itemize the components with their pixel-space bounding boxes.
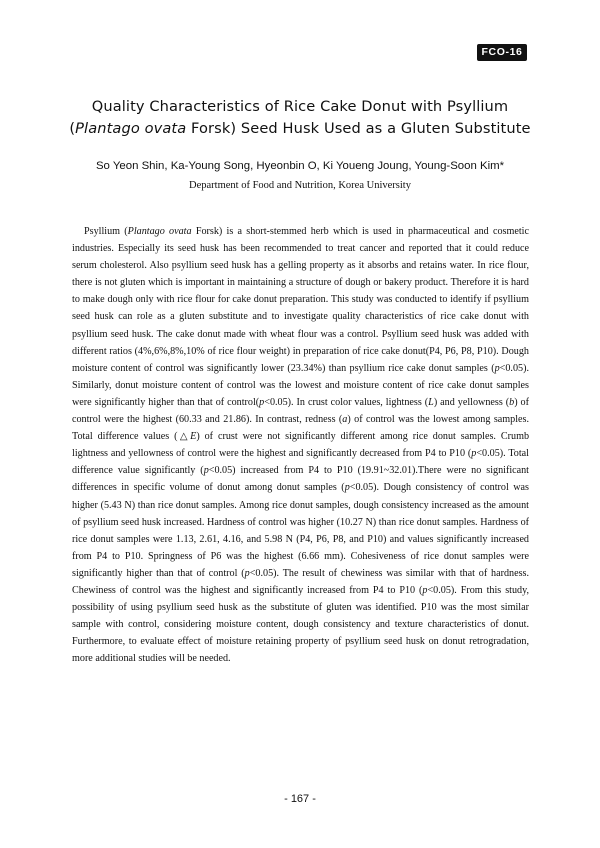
p-value-symbol: p <box>494 362 500 374</box>
p-value-symbol: p <box>344 482 350 494</box>
abstract-text: <0.05). Total difference value significantly ( <box>72 448 529 477</box>
paper-title <box>40 96 560 140</box>
abstract-text: <0.05). Similarly, donut moisture content of control was the lowest and moisture content of rice cake donut samples were significantly higher than that of control( <box>72 362 529 408</box>
title-species-name: Plantago ovata <box>75 120 187 137</box>
abstract-text: <0.05). The result of chewiness was similar with that of hardness. Chewiness of control was the highest and significantly increased from P4 to P10 ( <box>72 567 529 596</box>
title-line-1: Quality Characteristics of Rice Cake Donut with Psyllium <box>91 98 509 115</box>
p-value-symbol: p <box>259 396 265 408</box>
page-number: - 167 - <box>284 793 316 805</box>
redness-symbol: a <box>342 414 348 426</box>
title-line-2 <box>40 118 560 140</box>
abstract-text: <0.05). From this study, possibility of using psyllium seed husk as the substitute of gluten was identified. P10 was the most similar sample with control, considering moisture content, dough consistency and texture characteristics of donut. Furthermore, to evaluate effect of moisture retaining property of psyllium seed husk on donut retrogradation, more additional studies will be needed. <box>72 584 530 665</box>
delta-e-symbol: E <box>190 431 197 443</box>
title-line-2-rest: Forsk) Seed Husk Used as a Gluten Substitute <box>186 120 531 137</box>
author-list: So Yeon Shin, Ka-Young Song, Hyeonbin O, Ki Youeng Joung, Young-Soon Kim* <box>95 160 505 172</box>
abstract-text: <0.05) increased from P4 to P10 (19.91~32.01).There were no significant differences in specific volume of donut among donut samples ( <box>72 465 529 494</box>
abstract-text: <0.05). In crust color values, lightness ( <box>264 396 429 408</box>
p-value-symbol: p <box>422 584 428 596</box>
abstract-text: Psyllium ( <box>84 226 128 237</box>
p-value-symbol: p <box>244 567 250 579</box>
p-value-symbol: p <box>471 448 477 460</box>
abstract-species-name: Plantago ovata <box>127 226 192 237</box>
yellowness-symbol: b <box>509 396 515 408</box>
abstract-text: ) of control was the lowest among samples. Total difference values (△ <box>72 414 529 443</box>
p-value-symbol: p <box>203 465 209 477</box>
abstract-text: Forsk) is a short-stemmed herb which is used in pharmaceutical and cosmetic industries. Especially its seed husk has been recommended to treat cancer and reported that it could reduce serum cholesterol. Also psyllium seed husk has a gelling property as it absorbs and retains water. In rice flour, there is not gluten which is important in maintaining a structure of dough or bakery product. Therefore it is hard to make dough only with rice flour for cake donut preparation. This study was conducted to identify if psyllium seed husk can role as a gluten substitute and to investigate quality characteristics of rice cake donut with psyllium seed husk. The cake donut made with wheat flour was a control. Psyllium seed husk was added with different ratios (4%,6%,8%,10% of rice flour weight) in preparation of rice cake donut(P4, P6, P8, P10). Dough moisture content of control was significantly lower (23.34%) than psyllium rice cake donut samples ( <box>72 226 529 374</box>
lightness-symbol: L <box>428 396 434 408</box>
abstract-text: <0.05). Dough consistency of control was higher (5.43 N) than rice donut samples. Among rice donut samples, dough consistency increased as the amount of psyllium seed husk increased. Hardness of control was higher (10.27 N) than rice donut samples. Hardness of rice donut samples were 1.13, 2.61, 4.16, and 5.98 N (P4, P6, P8, and P10) and values significantly increased from P4 to P10. Springness of P6 was the highest (6.66 mm). Cohesiveness of rice donut samples were significantly higher than that of control ( <box>72 482 529 579</box>
title-paren: ( <box>69 120 76 137</box>
abstract-text: ) of control were the highest (60.33 and 21.86). In contrast, redness ( <box>72 396 529 426</box>
affiliation: Department of Food and Nutrition, Korea University <box>189 180 411 191</box>
abstract-text: ) and yellowness ( <box>433 396 510 408</box>
session-code-badge: FCO-16 <box>477 44 527 61</box>
abstract-paragraph <box>72 223 529 667</box>
abstract-text: ) of crust were not significantly different among rice donut samples. Crumb lightness and yellowness of control were the highest and significantly decreased from P4 to P10 ( <box>72 431 530 460</box>
